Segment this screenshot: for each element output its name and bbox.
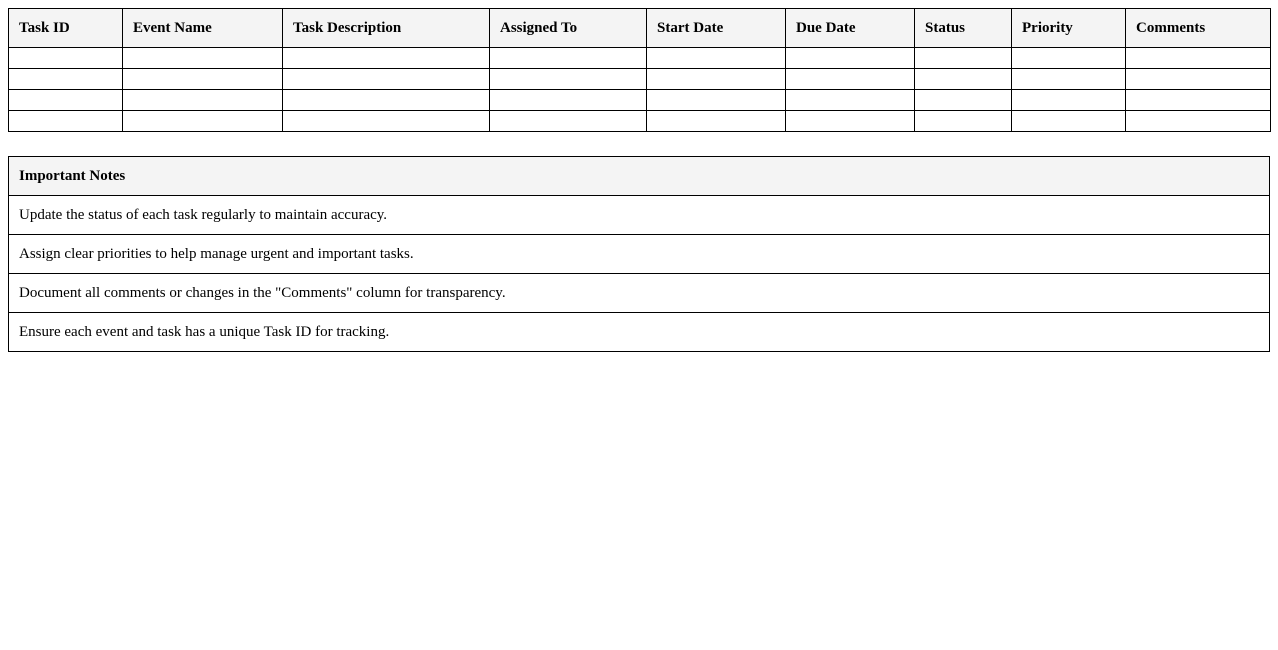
table-cell-assigned-to[interactable]	[490, 69, 647, 90]
note-row	[9, 196, 1270, 235]
table-row	[9, 69, 1271, 90]
table-cell-assigned-to[interactable]	[490, 48, 647, 69]
important-notes-table	[8, 156, 1270, 352]
table-cell-due-date[interactable]	[786, 90, 915, 111]
table-row	[9, 48, 1271, 69]
note-row	[9, 313, 1270, 352]
table-cell-task-id[interactable]	[9, 90, 123, 111]
table-cell-priority[interactable]	[1012, 69, 1126, 90]
column-header-due-date: Due Date	[786, 9, 915, 48]
table-cell-due-date[interactable]	[786, 111, 915, 132]
table-header-row	[9, 9, 1271, 48]
table-cell-priority[interactable]	[1012, 48, 1126, 69]
note-item: Update the status of each task regularly to maintain accuracy.	[9, 196, 1270, 235]
table-cell-task-id[interactable]	[9, 69, 123, 90]
table-cell-status[interactable]	[915, 111, 1012, 132]
table-cell-task-id[interactable]	[9, 48, 123, 69]
table-cell-start-date[interactable]	[647, 48, 786, 69]
table-cell-event-name[interactable]	[123, 48, 283, 69]
table-cell-event-name[interactable]	[123, 90, 283, 111]
column-header-assigned-to: Assigned To	[490, 9, 647, 48]
table-cell-priority[interactable]	[1012, 90, 1126, 111]
column-header-status: Status	[915, 9, 1012, 48]
note-row	[9, 235, 1270, 274]
table-cell-event-name[interactable]	[123, 111, 283, 132]
table-cell-task-description[interactable]	[283, 111, 490, 132]
table-cell-assigned-to[interactable]	[490, 111, 647, 132]
table-cell-task-id[interactable]	[9, 111, 123, 132]
column-header-start-date: Start Date	[647, 9, 786, 48]
note-item: Document all comments or changes in the "Comments" column for transparency.	[9, 274, 1270, 313]
column-header-comments: Comments	[1126, 9, 1271, 48]
document-page	[8, 8, 1270, 352]
table-cell-priority[interactable]	[1012, 111, 1126, 132]
notes-title: Important Notes	[9, 157, 1270, 196]
table-cell-comments[interactable]	[1126, 111, 1271, 132]
table-cell-event-name[interactable]	[123, 69, 283, 90]
table-cell-task-description[interactable]	[283, 90, 490, 111]
table-row	[9, 111, 1271, 132]
note-item: Assign clear priorities to help manage urgent and important tasks.	[9, 235, 1270, 274]
note-item: Ensure each event and task has a unique Task ID for tracking.	[9, 313, 1270, 352]
table-cell-start-date[interactable]	[647, 111, 786, 132]
table-cell-start-date[interactable]	[647, 69, 786, 90]
note-row	[9, 274, 1270, 313]
table-cell-status[interactable]	[915, 69, 1012, 90]
table-cell-comments[interactable]	[1126, 90, 1271, 111]
notes-header-row	[9, 157, 1270, 196]
task-tracker-table	[8, 8, 1271, 132]
column-header-priority: Priority	[1012, 9, 1126, 48]
table-cell-due-date[interactable]	[786, 69, 915, 90]
table-cell-task-description[interactable]	[283, 48, 490, 69]
table-cell-comments[interactable]	[1126, 48, 1271, 69]
table-row	[9, 90, 1271, 111]
column-header-task-description: Task Description	[283, 9, 490, 48]
table-cell-assigned-to[interactable]	[490, 90, 647, 111]
column-header-task-id: Task ID	[9, 9, 123, 48]
table-cell-comments[interactable]	[1126, 69, 1271, 90]
table-cell-status[interactable]	[915, 48, 1012, 69]
table-cell-task-description[interactable]	[283, 69, 490, 90]
column-header-event-name: Event Name	[123, 9, 283, 48]
table-cell-start-date[interactable]	[647, 90, 786, 111]
table-cell-due-date[interactable]	[786, 48, 915, 69]
table-cell-status[interactable]	[915, 90, 1012, 111]
